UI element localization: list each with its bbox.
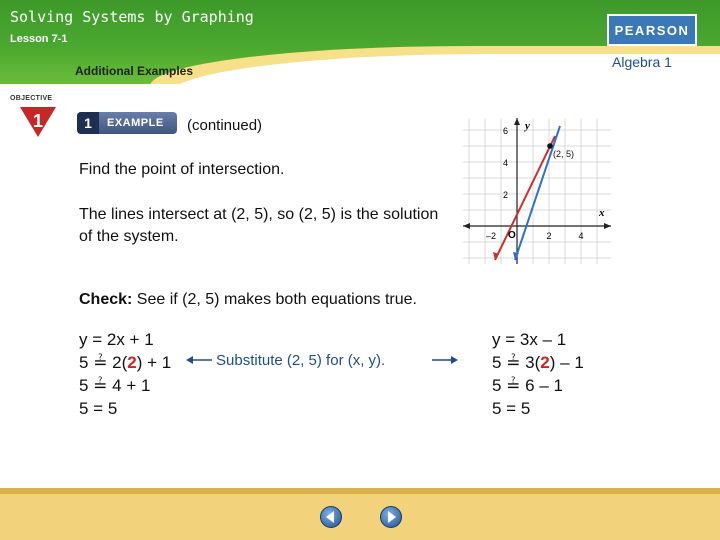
left-eq-line1: y = 2x + 1	[79, 330, 154, 349]
footer-stripe	[0, 488, 720, 494]
right-eq-line1: y = 3x – 1	[492, 330, 567, 349]
section-label: Additional Examples	[75, 64, 194, 78]
x-axis-label: x	[599, 207, 605, 219]
course-label: Algebra 1	[612, 54, 672, 70]
lesson-label: Lesson 7-1	[10, 33, 68, 45]
right-eq-line3: 5 ≟ 6 – 1	[492, 376, 563, 395]
example-number: 1	[77, 112, 99, 134]
right-arrow-icon	[430, 351, 460, 369]
x-tick-label: 2	[546, 231, 552, 241]
right-eq-line2: 5 ≟ 3(2) – 1	[492, 353, 584, 372]
x-tick-label: 4	[578, 231, 584, 241]
check-label: Check:	[79, 291, 133, 308]
left-eq-line4: 5 = 5	[79, 399, 118, 418]
y-tick-label: 4	[502, 158, 508, 168]
left-eq-line3: 5 ≟ 4 + 1	[79, 376, 151, 395]
left-arrow-icon	[184, 351, 214, 369]
next-arrow-icon	[388, 511, 396, 523]
continued-label: (continued)	[187, 117, 263, 134]
left-check-block	[79, 328, 171, 420]
graph-grid	[463, 118, 611, 264]
objective-label: OBJECTIVE	[10, 95, 53, 102]
y-axis-label: y	[525, 120, 530, 132]
intersection-point	[547, 143, 553, 149]
example-label: EXAMPLE	[107, 117, 164, 129]
check-line	[79, 289, 417, 311]
y-tick-label: 2	[502, 190, 508, 200]
objective-number-icon	[18, 105, 58, 139]
point-label: (2, 5)	[553, 149, 575, 159]
header-bar	[0, 0, 720, 84]
page-title: Solving Systems by Graphing	[10, 8, 254, 26]
x-tick-label: –2	[485, 231, 497, 241]
svg-text:1: 1	[32, 111, 44, 131]
left-eq-line2: 5 ≟ 2(2) + 1	[79, 353, 172, 372]
substitute-note: Substitute (2, 5) for (x, y).	[216, 352, 386, 369]
right-check-block	[492, 328, 584, 420]
objective-icon	[10, 95, 66, 143]
pearson-logo: PEARSON	[607, 14, 697, 46]
x-axis-arrow-icon	[604, 223, 611, 229]
right-eq-line4: 5 = 5	[492, 399, 531, 418]
y-tick-label: 6	[502, 126, 508, 136]
example-badge	[77, 112, 177, 134]
y-axis-arrow-icon	[514, 118, 520, 125]
next-button[interactable]	[380, 506, 402, 528]
previous-arrow-icon	[326, 511, 334, 523]
check-text: See if (2, 5) makes both equations true.	[132, 291, 417, 308]
origin-label: O	[508, 230, 516, 241]
x-axis-arrow-left-icon	[463, 223, 470, 229]
coordinate-graph	[463, 118, 611, 264]
footer-bar	[0, 488, 720, 540]
conclusion-text: The lines intersect at (2, 5), so (2, 5) is the solution of the system.	[79, 206, 439, 245]
previous-button[interactable]	[320, 506, 342, 528]
instruction-text: Find the point of intersection.	[79, 161, 285, 178]
